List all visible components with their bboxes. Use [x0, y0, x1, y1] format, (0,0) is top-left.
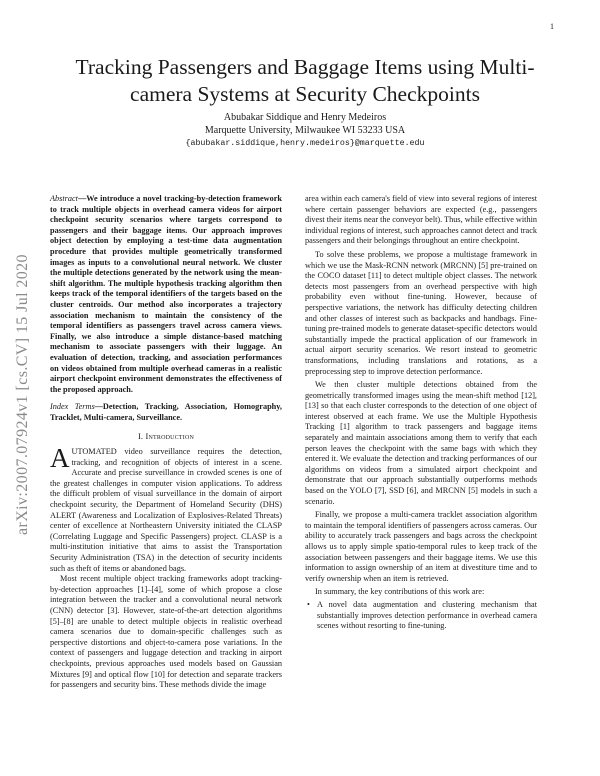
abstract-lead: Abstract [50, 194, 78, 203]
intro-paragraph-2: Most recent multiple object tracking frameworks adopt tracking-by-detection approaches [1]–[4], some of which propose a close integration between the tracker and a convolutional neural network (CNN) detector [3]. However, state-of-the-art detection algorithms [5]–[8] are unable to detect multiple objects in realistic overhead camera scenarios due to domain-specific challenges such as perspective distortions and object-to-camera pose variations. In the context of passengers and luggage detection and tracking in airport checkpoints, previous approaches used models based on Gaussian Mixtures [9] and optical flow [10] for detection and separate trackers for passengers and security bins. These methods divide the image [50, 574, 282, 690]
intro-paragraph-4: To solve these problems, we propose a multistage framework in which we use the Mask-RCNN network (MRCNN) [5] pre-trained on the COCO dataset [11] to detect multiple object classes. The network detects most passengers from an overhead perspective with high probability even without fine-tuning. However, because of perspective variations, the network has difficulty detecting children and other classes of interest such as backpacks and handbags. Fine-tuning pre-trained models to generate dataset-specific detectors would substantially impede the practical application of our framework in actual airport security scenarios. We resort instead to geometric transformations, including translations and rotations, as a preprocessing step to improve detection performance. [305, 249, 537, 376]
list-item: • A novel data augmentation and clustering mechanism that substantially improves detection performance in overhead camera scenes without resorting to fine-tuning. [305, 600, 537, 632]
index-terms-lead: Index Terms [50, 402, 95, 412]
section-heading-introduction [50, 432, 282, 443]
paper-affiliation: Marquette University, Milwaukee WI 53233 USA [204, 125, 406, 136]
arxiv-stamp: arXiv:2007.07924v1 [cs.CV] 15 Jul 2020 [14, 254, 31, 535]
intro-paragraph-1 [50, 443, 282, 574]
intro-paragraph-7: In summary, the key contributions of this work are: [315, 587, 485, 597]
intro-paragraph-1-text: video surveillance requires the detection, tracking, and recognition of objects of interest in a scene. Accurate and precise surveillance in crowded scenes is one of the greatest challenges in computer vision applications. To address the difficult problem of visual surveillance in the domain of airport checkpoint security, the Department of Homeland Security (DHS) ALERT (Awareness and Localization of Explosives-Related Threats) center of excellence at Northeastern University initiated the CLASP (Correlating Luggage and Specific Passengers) project. CLASP is a multi-institution initiative that aims to assist the Transportation Security Administration (TSA) in the detection of security incidents such as theft of items or abandoned bags. [50, 447, 282, 573]
index-terms-text: —Detection, Tracking, Association, Homography, Tracklet, Multi-camera, Surveillance. [50, 402, 282, 422]
index-terms [50, 402, 282, 423]
right-column [305, 194, 537, 632]
intro-paragraph-3: area within each camera's field of view into several regions of interest where certain passenger behaviors are expected (e.g., passengers divest their items near the conveyor belt). Thus, while effective within individual regions of interest, such approaches cannot detect and track passengers and their belongings throughout an entire checkpoint. [305, 194, 538, 246]
left-column [50, 194, 282, 691]
paper-authors: Abubakar Siddique and Henry Medeiros [223, 112, 387, 123]
abstract-text: —We introduce a novel tracking-by-detection framework to track multiple objects in overhead camera videos for airport checkpoint security scenarios where targets correspond to passengers and their baggage items. Our approach improves object detection by employing a test-time data augmentation procedure that provides multiple geometrically transformed images as inputs to a convolutional neural network. We cluster the multiple detections generated by the network using the mean-shift algorithm. The multiple hypothesis tracking algorithm then keeps track of the temporal identifiers of the targets based on the cluster centroids. Our method also incorporates a trajectory association mechanism to maintain the consistency of the temporal identifiers as passengers travel across camera views. Finally, we also introduce a simple distance-based matching mechanism to associate passengers with their luggage. An evaluation of detection, tracking, and association performances on videos obtained from multiple overhead cameras in a realistic airport checkpoint environment demonstrates the effectiveness of the proposed approach. [50, 194, 282, 394]
section-number: I. [137, 432, 144, 442]
page-number: 1 [550, 22, 554, 31]
intro-first-word: UTOMATED [71, 447, 117, 457]
intro-paragraph-6: Finally, we propose a multi-camera tracklet association algorithm to maintain the temporal identifiers of passengers across cameras. Our ability to accurately track passengers and bags across the checkpoint allows us to apply simple spatio-temporal rules to keep track of the association between passengers and their baggage items. We use this information to assign ownership of an item at divestiture time and to verify ownership when an item is retrieved. [305, 510, 537, 583]
section-name: Introduction [145, 432, 195, 442]
dropcap-letter: A [50, 443, 70, 474]
contributions-list [305, 600, 537, 632]
intro-paragraph-5: We then cluster multiple detections obtained from the geometrically transformed images using the mean-shift method [12], [13] so that each cluster corresponds to the detection of one object of interest observed at each frame. We use the Multiple Hypothesis Tracking [1] algorithm to track passengers and baggage items separately and maintain associations among them to verify that each person leaves the checkpoint with the same bags with which they entered it. We evaluate the detection and tracking performances of our algorithms on videos from a simulated airport checkpoint and demonstrate that our approach substantially outperforms methods based on the YOLO [7], SSD [6], and MRCNN [5] models in such a scenario. [305, 380, 537, 506]
paper-title: Tracking Passengers and Baggage Items using Multi-camera Systems at Security Checkpoints [75, 55, 535, 106]
author-email: {abubakar.siddique,henry.medeiros}@marquette.edu [185, 139, 425, 148]
abstract [50, 194, 282, 395]
